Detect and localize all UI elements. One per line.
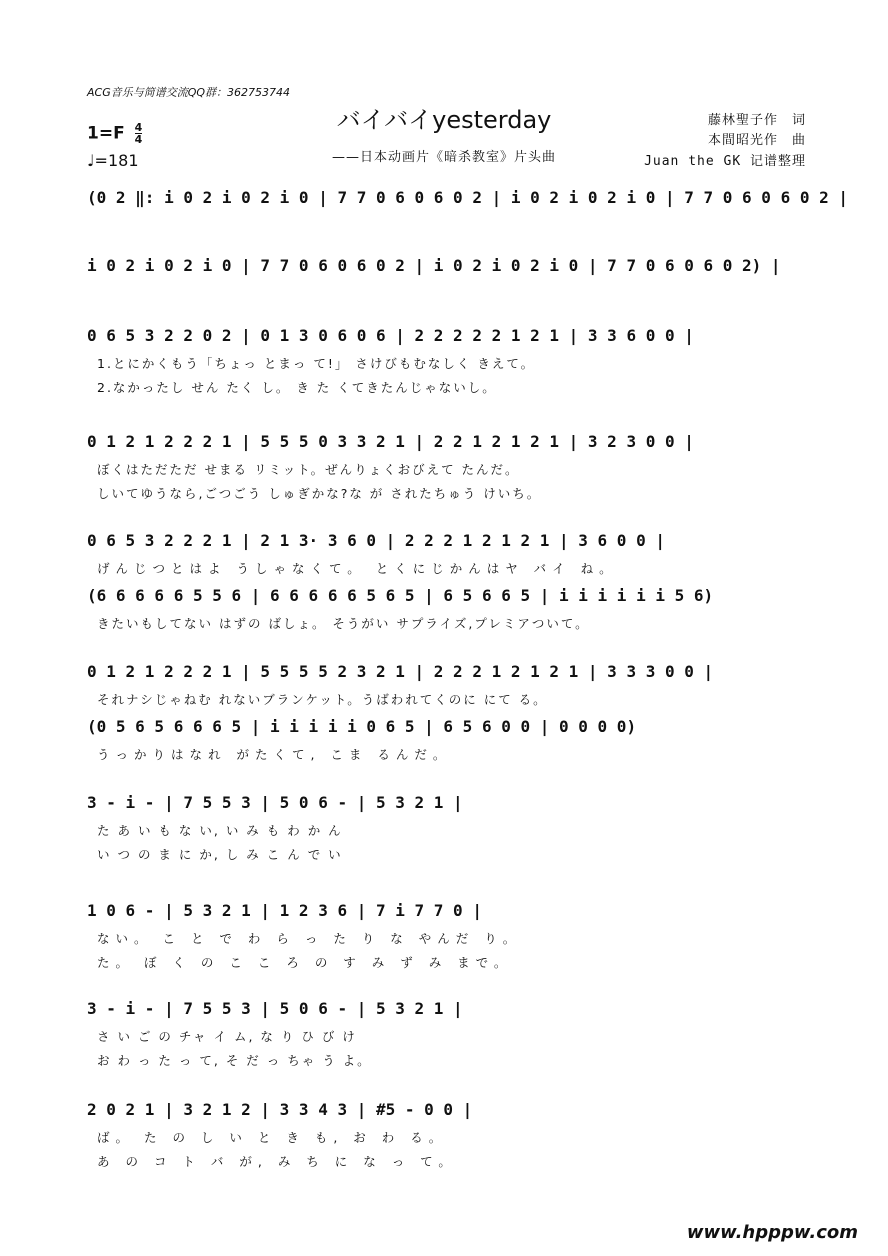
lyric-line: それナシじゃねむ れないブランケット。うばわれてくのに にて る。 xyxy=(97,692,548,707)
tempo-marking xyxy=(87,151,139,170)
song-title: バイバイyesterday xyxy=(336,106,552,134)
lyric-line: ば。 た の し い と き も, お わ る。 xyxy=(97,1130,448,1145)
credit-transcriber: Juan the GK 记谱整理 xyxy=(644,154,806,169)
lyric-line: お わ っ た っ て, そ だ っ ちゃ う よ。 xyxy=(97,1053,372,1068)
lyric-line: 1.とにかくもう「ちょっ とまっ て!」 さけびもむなしく きえて。 xyxy=(97,356,536,371)
quarter-note-icon: ♩ xyxy=(87,151,95,170)
credit-lyrics: 藤林聖子作 词 xyxy=(707,113,806,128)
time-numerator: 4 xyxy=(134,121,143,134)
notation-line: i 0 2 i 0 2 i 0 | 7 7 0 6 0 6 0 2 | i 0 2 i 0 2 i 0 | 7 7 0 6 0 6 0 2) | xyxy=(87,256,781,275)
lyric-line: ぼくはただただ せまる リミット。ぜんりょくおびえて たんだ。 xyxy=(97,462,520,477)
lyric-line: しいてゆうなら,ごつごう しゅぎかな?な が されたちゅう けいち。 xyxy=(97,486,542,501)
site-watermark: www.hpppw.com xyxy=(686,1222,858,1243)
lyric-line: あ の コ ト バ が, み ち に な っ て。 xyxy=(97,1154,457,1169)
notation-line: 0 1 2 1 2 2 2 1 | 5 5 5 0 3 3 2 1 | 2 2 1 2 1 2 1 | 3 2 3 0 0 | xyxy=(87,432,694,451)
key-signature xyxy=(87,122,142,145)
notation-line: (6 6 6 6 6 5 5 6 | 6 6 6 6 6 5 6 5 | 6 5 6 6 5 | i i i i i i 5 6) xyxy=(87,586,714,605)
notation-line: (0 5 6 5 6 6 6 5 | i i i i i 0 6 5 | 6 5 6 0 0 | 0 0 0 0) xyxy=(87,717,637,736)
lyric-line: 2.なかったし せん たく し。 き た くてきたんじゃないし。 xyxy=(97,380,497,395)
notation-line: 1 0 6 - | 5 3 2 1 | 1 2 3 6 | 7 i 7 7 0 | xyxy=(87,901,482,920)
lyric-line: ない。 こ と で わ ら っ た り な やんだ り。 xyxy=(97,931,522,946)
notation-line: 0 1 2 1 2 2 2 1 | 5 5 5 5 2 3 2 1 | 2 2 2 1 2 1 2 1 | 3 3 3 0 0 | xyxy=(87,662,714,681)
lyric-line: うっかりはなれ がたくて, こま るんだ。 xyxy=(97,747,452,762)
lyric-line: きたいもしてない はずの ばしょ。 そうがい サプライズ,プレミアついて。 xyxy=(97,616,590,631)
tempo-value: =181 xyxy=(94,151,139,170)
notation-line: 3 - i - | 7 5 5 3 | 5 0 6 - | 5 3 2 1 | xyxy=(87,793,463,812)
lyric-line: た。 ぼ く の こ こ ろ の す み ず み まで。 xyxy=(97,955,513,970)
notation-line: (0 2 ‖: i 0 2 i 0 2 i 0 | 7 7 0 6 0 6 0 2 | i 0 2 i 0 2 i 0 | 7 7 0 6 0 6 0 2 | xyxy=(87,188,848,207)
key-label: 1=F xyxy=(87,123,125,144)
credit-music: 本間昭光作 曲 xyxy=(707,133,806,148)
qq-group-line: ACG音乐与简谱交流QQ群：362753744 xyxy=(87,86,291,99)
notation-line: 0 6 5 3 2 2 2 1 | 2 1 3· 3 6 0 | 2 2 2 1 2 1 2 1 | 3 6 0 0 | xyxy=(87,531,665,550)
lyric-line: た あ い も な い, い み も わ か ん xyxy=(97,823,343,838)
lyric-line: さ い ご の チャ イ ム, な り ひ び け xyxy=(97,1029,357,1044)
time-denominator: 4 xyxy=(134,133,143,146)
notation-line: 2 0 2 1 | 3 2 1 2 | 3 3 4 3 | #5 - 0 0 | xyxy=(87,1100,473,1119)
lyric-line: い つ の ま に か, し み こ ん で い xyxy=(97,847,343,862)
lyric-line: げんじつとはよ うしゃなくて。 とくにじかんはヤ バイ ね。 xyxy=(97,561,618,576)
song-subtitle: ——日本动画片《暗杀教室》片头曲 xyxy=(331,150,556,165)
time-signature xyxy=(135,122,143,145)
notation-line: 0 6 5 3 2 2 0 2 | 0 1 3 0 6 0 6 | 2 2 2 2 2 1 2 1 | 3 3 6 0 0 | xyxy=(87,326,694,345)
notation-line: 3 - i - | 7 5 5 3 | 5 0 6 - | 5 3 2 1 | xyxy=(87,999,463,1018)
